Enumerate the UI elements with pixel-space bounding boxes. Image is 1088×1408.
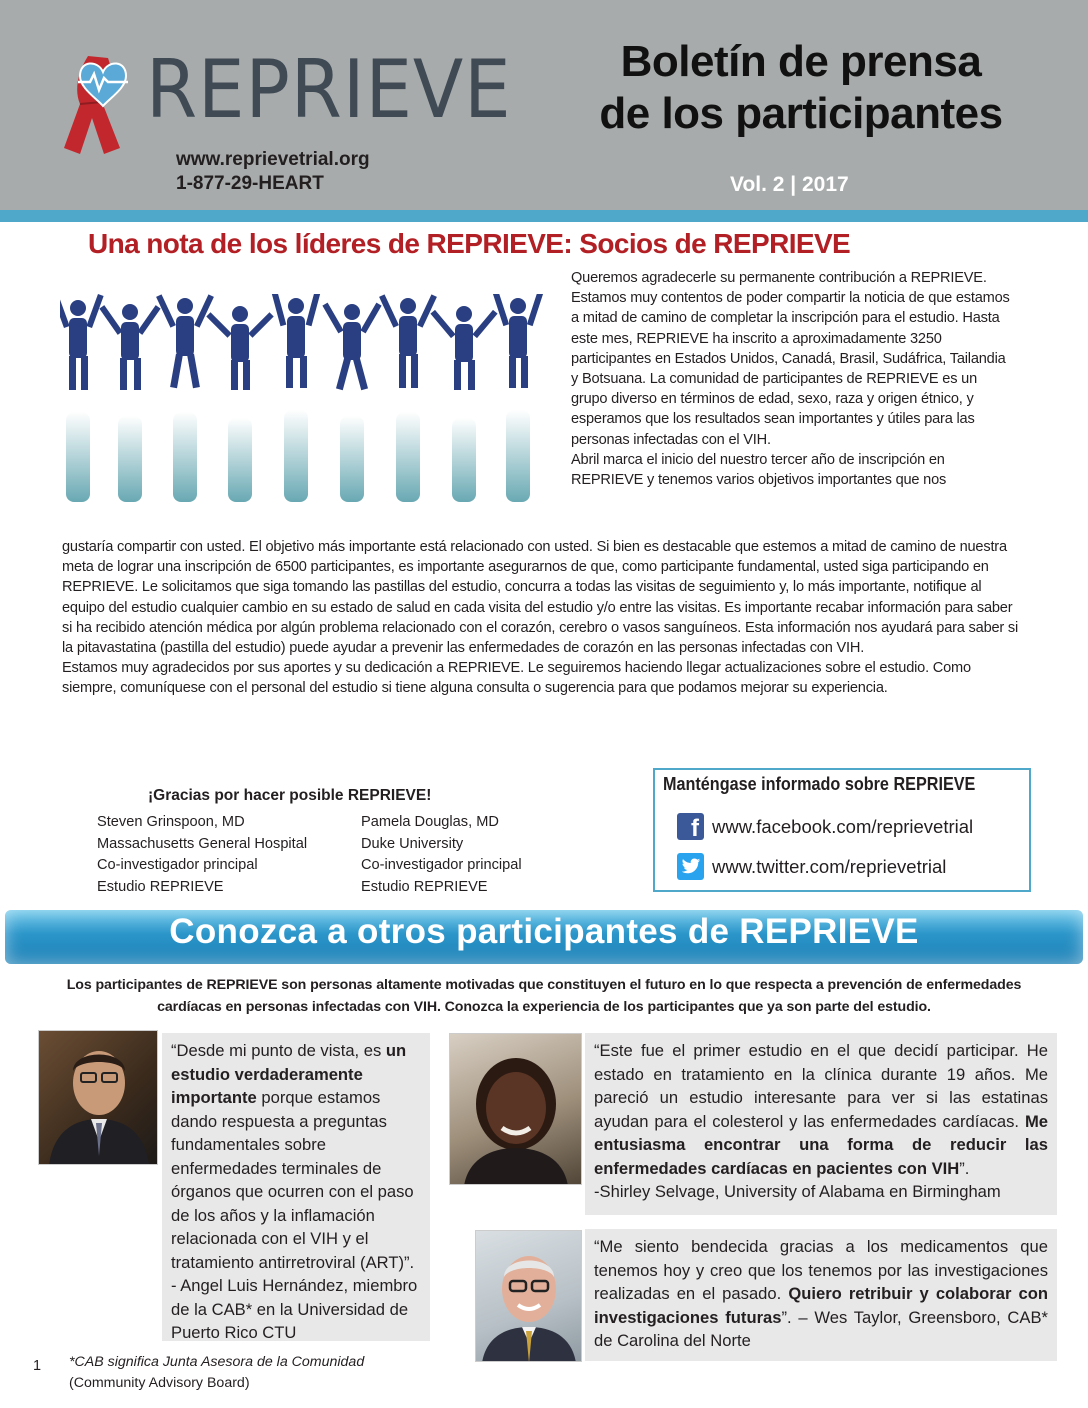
stay-informed-box [653,768,1031,892]
signature-line: Pamela Douglas, MD [361,814,499,830]
stay-informed-title: Manténgase informado sobre REPRIEVE [663,774,976,794]
signature-douglas [361,812,522,898]
signature-line: Duke University [361,835,464,852]
leaders-note-body [62,537,1024,699]
quote-wes [585,1229,1057,1361]
signature-line: Steven Grinspoon, MD [97,814,245,830]
participant-photo-shirley [449,1033,582,1185]
bulletin-title-line2: de los participantes [599,89,1003,138]
facebook-icon: f [677,813,704,840]
leaders-note-paragraph-3: Estamos muy agradecidos por sus aportes y su dedicación a REPRIEVE. Le seguiremos haciendo llegar actualizaciones sobre el estudio. Como siempre, comuníquese con el personal del estudio si tiene alguna consulta o sugerencia para que podamos mejorar su experiencia. [62,660,971,697]
quote-text: ”. [959,1158,970,1178]
twitter-icon [677,853,704,880]
footnote-line: *CAB significa Junta Asesora de la Comunidad [69,1354,365,1370]
quote-emphasis: un estudio verdaderamente importante [171,1041,407,1107]
quote-text: “Este fue el primer estudio en el que decidí participar. He estado en tratamiento en la clínica durante 19 años. Me pareció un estudio interesante para ver si las estatinas ayudan para el colesterol y las enfermedades cardíacas. [594,1041,1048,1131]
signature-line: Massachusetts General Hospital [97,835,308,852]
website-link[interactable]: www.reprievetrial.org [176,149,370,170]
signature-line: Estudio REPRIEVE [97,878,224,895]
facebook-link-row[interactable] [677,813,973,840]
reprieve-ribbon-heart-logo-icon [58,42,148,160]
bulletin-title [566,36,1036,140]
quote-text: “Desde mi punto de vista, es [171,1041,386,1060]
signature-grinspoon [97,812,307,898]
jumping-people-illustration [60,294,555,502]
leaders-note-title: Una nota de los líderes de REPRIEVE: Socios de REPRIEVE [88,228,851,259]
thanks-heading: ¡Gracias por hacer posible REPRIEVE! [148,787,432,804]
signature-line: Co-investigador principal [97,857,258,873]
participant-photo-angel [38,1030,158,1165]
quote-author: -Shirley Selvage, University of Alabama en Birmingham [594,1182,1001,1201]
leaders-note-column [571,268,1011,490]
facebook-url[interactable]: www.facebook.com/reprievetrial [712,815,974,837]
quote-angel [162,1033,430,1341]
twitter-url[interactable]: www.twitter.com/reprievetrial [712,855,947,877]
page-number: 1 [33,1358,42,1374]
footnote [69,1352,364,1393]
volume-label: Vol. 2 | 2017 [730,173,849,196]
bulletin-title-line1: Boletín de prensa [620,37,982,86]
leaders-note-paragraph-1: Queremos agradecerle su permanente contribución a REPRIEVE. Estamos muy contentos de poder compartir la noticia de que estamos a mitad de camino de completar la inscripción para el estudio. Hasta este mes, REPRIEVE ha inscrito a aproximadamente 3250 participantes en Estados Unidos, Canadá, Brasil, Sudáfrica, Tailandia y Botsuana. La comunidad de participantes de REPRIEVE es un grupo diverso en términos de edad, sexo, raza y origen étnico, y esperamos que los resultados sean importantes y útiles para las personas infectadas con el VIH. [571,270,1010,448]
signature-line: Estudio REPRIEVE [361,878,488,895]
masthead-accent-bar [0,210,1088,222]
reprieve-wordmark: REPRIEVE [146,43,512,136]
footnote-line: (Community Advisory Board) [69,1374,250,1391]
quote-text: “Me siento bendecida gracias a los medicamentos que tenemos hoy y creo que los tenemos por las investigaciones realizadas en el pasado. [594,1237,1048,1303]
quote-shirley [585,1033,1057,1215]
quote-text: porque estamos dando respuesta a preguntas fundamentales sobre enfermedades terminales de órganos que ocurren con el paso de los años y la inflamación relacionada con el VIH y el tratamiento antirretroviral (ART)”. - Angel Luis Hernández, miembro de la CAB* en la Universidad de Puerto Rico CTU [171,1088,418,1342]
leaders-note-paragraph-2-start: Abril marca el inicio del nuestro tercer año de inscripción en REPRIEVE y tenemos varios objetivos importantes que nos [571,451,947,489]
phone-number: 1-877-29-HEART [176,173,324,194]
participant-photo-wes [475,1230,582,1362]
quote-text: ”. – Wes Taylor, Greensboro, CAB* de Carolina del Norte [594,1307,1048,1350]
signature-line: Co-investigador principal [361,857,522,873]
leaders-note-paragraph-2-cont: gustaría compartir con usted. El objetivo más importante está relacionado con usted. Si bien es destacable que estemos a mitad de camino de nuestra meta de lograr una inscripción de 6500 participantes, es importante asegurarnos de que, como participante fundamental, usted siga participando en REPRIEVE. Le solicitamos que siga tomando las pastillas del estudio, concurra a todas las visitas de seguimiento y, lo más importante, notifique al equipo del estudio cualquier cambio en su estado de salud en cada visita del estudio y/o entre las visitas. Es importante recabar información para saber si ha recibido atención médica por algún problema relacionado con el corazón, cerebro o vasos sanguíneos. Esta información nos ayudará para saber si la pitavastatina (pastilla del estudio) puede ayudar a prevenir las enfermedades de corazón en las personas infectadas con VIH. [62,539,1019,657]
quote-emphasis: Quiero retribuir y colaborar con investigaciones futuras [594,1284,1048,1327]
participants-banner-title: Conozca a otros participantes de REPRIEVE [169,912,919,951]
participants-intro: Los participantes de REPRIEVE son personas altamente motivadas que constituyen el futuro en lo que respecta a prevención de enfermedades cardíacas en personas infectadas con VIH. Conozca la experiencia de los participantes que ya son parte del estudio. [66,977,1022,1015]
twitter-link-row[interactable] [677,853,946,880]
quote-emphasis: Me entusiasma encontrar una forma de reducir las enfermedades cardíacas en pacientes con VIH [594,1111,1048,1178]
